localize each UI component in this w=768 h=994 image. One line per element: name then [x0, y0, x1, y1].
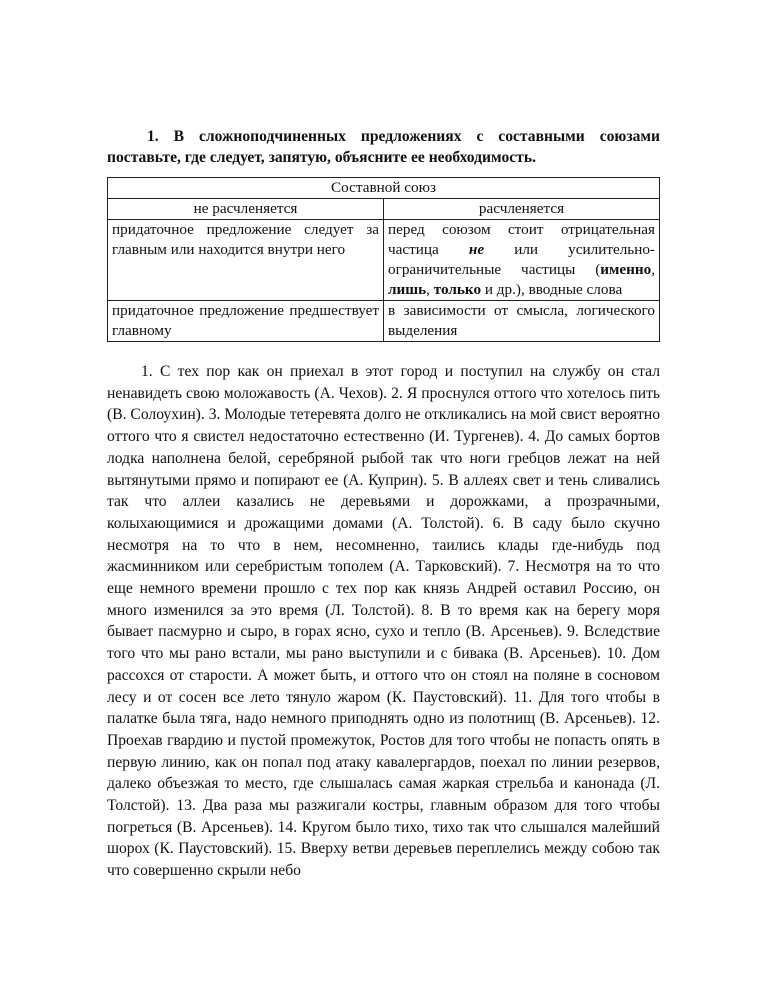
row1-text-part: , [651, 261, 655, 278]
particle-ne: не [468, 241, 485, 258]
particle-tolko: только [433, 281, 482, 298]
particle-lish: лишь [388, 281, 427, 298]
row1-text-part: , [426, 281, 434, 298]
conjunction-table [107, 177, 660, 342]
column-header-left: не расчленяется [108, 199, 384, 220]
row1-left-cell: придаточное предложение следует за главным или находится внутри него [108, 220, 384, 301]
exercise-sentences [107, 361, 660, 882]
particle-imenno: именно [600, 261, 652, 278]
document-page [107, 126, 660, 882]
row2-right-cell: в зависимости от смысла, логического выделения [384, 301, 660, 342]
row1-right-cell [384, 220, 660, 301]
row1-text-part: перед союзом стоит отрицательная частица [388, 221, 655, 258]
row1-text-part: или усилительно-ограничительные частицы ( [388, 241, 655, 278]
table-title: Составной союз [108, 178, 660, 199]
exercise-heading: 1. В сложноподчиненных предложениях с составными союзами поставьте, где следует, запятую, объясните ее необходимость. [107, 128, 660, 166]
sentences-paragraph: 1. С тех пор как он приехал в этот город и поступил на службу он стал ненавидеть свою моложавость (А. Чехов). 2. Я проснулся оттого что хотелось пить (В. Солоухин). 3. Молодые тетеревята долго не откликались на мой свист вероятно оттого что я свистел недостаточно естественно (И. Тургенев). 4. До самых бортов лодка наполнена белой, серебряной рыбой так что ноги гребцов лежат на ней вытянутыми прямо и попирают ее (А. Куприн). 5. В аллеях свет и тень сливались так что аллеи казались не деревьями и дорожками, а прозрачными, колыхающимися и дрожащими домами (А. Толстой). 6. В саду было скучно несмотря на то что в нем, несомненно, таились клады где-нибудь под жасминником или серебристым тополем (А. Тарковский). 7. Несмотря на то что еще немного времени прошло с тех пор как князь Андрей оставил Россию, он много изменился за это время (Л. Толстой). 8. В то время как на берегу моря бывает пасмурно и сыро, в горах ясно, сухо и тепло (В. Арсеньев). 9. Вследствие того что мы рано встали, мы рано выступили и с бивака (В. Арсеньев). 10. Дом рассохся от старости. А может быть, и оттого что он стоял на поляне в сосновом лесу и от сосен все лето тянуло жаром (К. Паустовский). 11. Для того чтобы в палатке была тяга, надо немного приподнять одно из полотнищ (В. Арсеньев). 12. Проехав гвардию и пустой промежуток, Ростов для того чтобы не попасть опять в первую линию, как он попал под атаку кавалергардов, поехал по линии резервов, далеко объезжая то место, где слышалась самая жаркая стрельба и канонада (Л. Толстой). 13. Два раза мы разжигали костры, главным образом для того чтобы погреться (В. Арсеньев). 14. Кругом было тихо, тихо так что слышался малейший шорох (К. Паустовский). 15. Вверху ветви деревьев переплелись между собою так что совершенно скрыли небо [107, 363, 660, 880]
row2-left-cell: придаточное предложение предшествует главному [108, 301, 384, 342]
row1-text-part: и др.), вводные слова [481, 281, 623, 298]
column-header-right: расчленяется [384, 199, 660, 220]
